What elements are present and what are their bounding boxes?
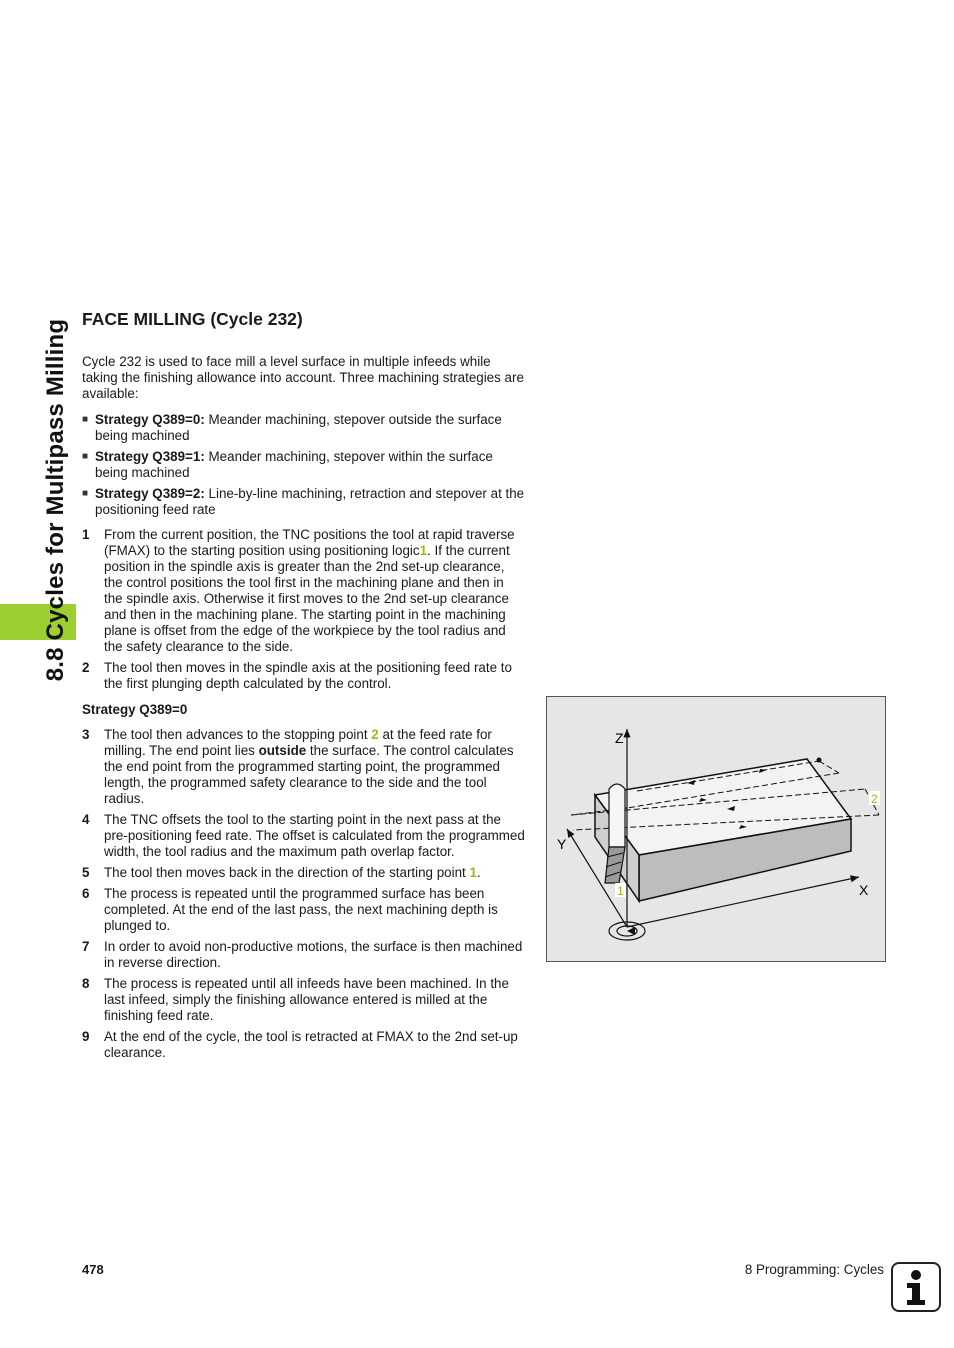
step-text: The TNC offsets the tool to the starting point in the next pass at the pre-positioning feed rate. The offset is calculated from the programmed width, the tool radius and the maximum path overlap factor.: [104, 812, 525, 859]
info-icon: [891, 1262, 941, 1312]
step-number: 9: [82, 1029, 90, 1044]
footer-chapter-title: 8 Programming: Cycles: [744, 1262, 884, 1277]
step-item: [82, 976, 526, 1024]
step-item: 5 The tool then moves back in the direction of the starting point 1.: [82, 865, 481, 880]
path-end-dot: [817, 758, 822, 763]
section-heading: FACE MILLING (Cycle 232): [82, 309, 303, 329]
diagram-svg: [547, 697, 887, 963]
step-number: 2: [82, 660, 90, 675]
step-item: [82, 1029, 526, 1061]
step-item: [82, 886, 526, 934]
step-item: [82, 812, 526, 860]
bullet-text: Line-by-line machining, retraction and stepover at the positioning feed rate: [95, 486, 525, 517]
step-text: In order to avoid non-productive motions, the surface is then machined in reverse direction.: [104, 939, 523, 970]
step-text: The tool then moves in the spindle axis at the positioning feed rate to the first plunging depth calculated by the control.: [104, 660, 512, 691]
step-item: 3 The tool then advances to the stopping point 2 at the feed rate for milling. The end point lies outside the surface. The control calculates the end point from the programmed starting point, the programmed length, the programmed safety clearance to the side and the tool radius.: [82, 727, 514, 806]
reference-point-marker: [627, 927, 635, 935]
bullet-label: Strategy Q389=2:: [95, 486, 205, 501]
step-list-intro: [82, 527, 526, 692]
step-text: The process is repeated until the programmed surface has been completed. At the end of the last pass, the next machining depth is plunged to.: [104, 886, 498, 933]
step-number: 7: [82, 939, 90, 954]
square-bullet-icon: ■: [82, 488, 89, 499]
axis-y-label: Y: [557, 836, 567, 852]
path-stepover-1: [819, 761, 839, 773]
list-item: [82, 412, 526, 444]
step-number: 8: [82, 976, 90, 991]
step-number: 3: [82, 727, 90, 742]
chapter-side-title: 8.8 Cycles for Multipass Milling: [42, 318, 69, 682]
highlight-ref: 2: [371, 727, 379, 742]
point1-label: 1: [617, 884, 624, 898]
step-number: 6: [82, 886, 90, 901]
bullet-label: Strategy Q389=1:: [95, 449, 205, 464]
step-text: At the end of the cycle, the tool is retracted at FMAX to the 2nd set-up clearance.: [104, 1029, 518, 1060]
square-bullet-icon: ■: [82, 414, 89, 425]
axis-x-label: X: [859, 882, 869, 898]
page-number: 478: [82, 1262, 104, 1277]
bullet-text: Meander machining, stepover within the surface being machined: [95, 449, 493, 480]
step-number: 5: [82, 865, 90, 880]
step-number: 4: [82, 812, 90, 827]
step-list-strategy: [82, 727, 526, 1061]
bullet-label: Strategy Q389=0:: [95, 412, 205, 427]
info-icon-glyph: [893, 1264, 939, 1310]
highlight-ref: 1: [419, 543, 428, 558]
list-item: [82, 486, 526, 518]
step-text: The process is repeated until all infeeds have been machined. In the last infeed, simply the finishing allowance entered is milled at the finishing feed rate.: [104, 976, 509, 1023]
bullet-text: Meander machining, stepover outside the surface being machined: [95, 412, 502, 443]
step-item: [82, 939, 526, 971]
square-bullet-icon: ■: [82, 451, 89, 462]
highlight-ref: 1: [469, 865, 477, 880]
point2-label: 2: [871, 792, 878, 806]
face-milling-diagram: [546, 696, 886, 962]
strategy-subheading: Strategy Q389=0: [82, 702, 188, 717]
list-item: [82, 449, 526, 481]
strategy-list: [82, 412, 526, 518]
main-content: [82, 308, 526, 1066]
step-number: 1: [82, 527, 90, 542]
intro-paragraph: Cycle 232 is used to face mill a level surface in multiple infeeds while taking the finishing allowance into account. Three machining strategies are available:: [82, 354, 524, 401]
axis-z-label: Z: [615, 730, 624, 746]
step-item: 1 From the current position, the TNC positions the tool at rapid traverse (FMAX) to the starting position using positioning logic1. If the current position in the spindle axis is greater than the 2nd set-up clearance, the control positions the tool first in the machining plane and then in the spindle axis. Otherwise it first moves to the 2nd set-up clearance and then in the machining plane. The starting point in the machining plane is offset from the edge of the workpiece by the tool radius and the safety clearance to the side.: [82, 527, 515, 654]
step-item: [82, 660, 526, 692]
